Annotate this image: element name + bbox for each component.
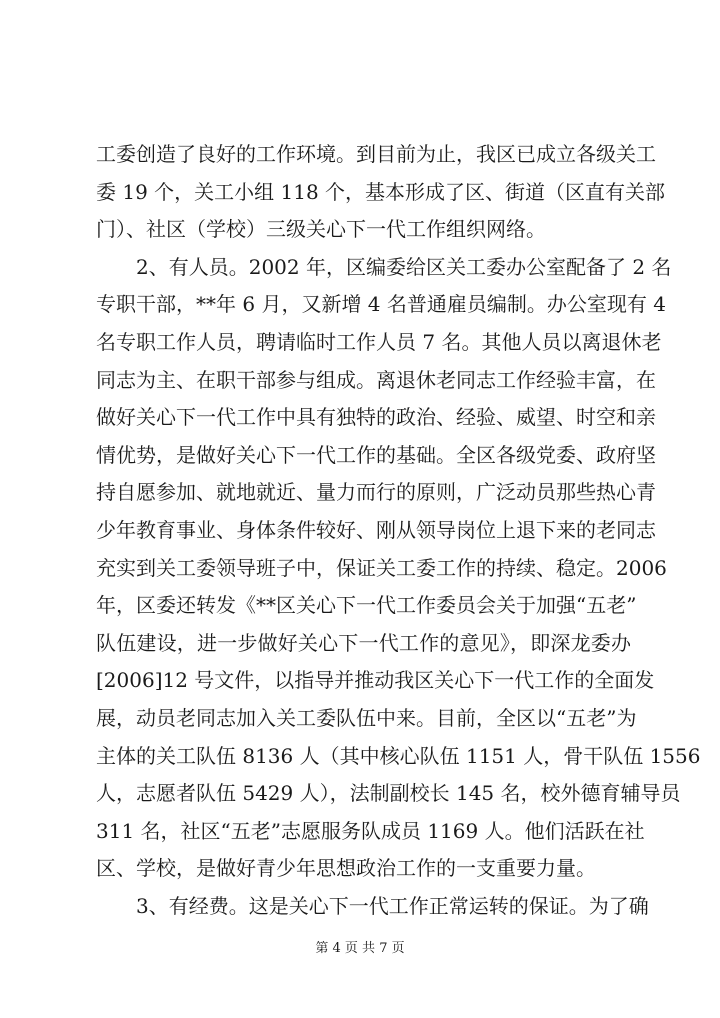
text-line: 做好关心下一代工作中具有独特的政治、经验、威望、时空和亲 <box>96 405 656 429</box>
text-line: 同志为主、在职干部参与组成。离退休老同志工作经验丰富，在 <box>96 368 656 392</box>
text-line: 工委创造了良好的工作环境。到目前为止，我区已成立各级关工 <box>96 142 656 166</box>
text-line: 少年教育事业、身体条件较好、刚从领导岗位上退下来的老同志 <box>96 518 656 542</box>
text-line: 持自愿参加、就地就近、量力而行的原则，广泛动员那些热心青 <box>96 480 656 504</box>
text-line: 充实到关工委领导班子中，保证关工委工作的持续、稳定。2006 <box>96 556 667 580</box>
text-line: 区、学校，是做好青少年思想政治工作的一支重要力量。 <box>96 856 596 880</box>
text-line: 人，志愿者队伍 5429 人），法制副校长 145 名，校外德育辅导员 <box>96 781 681 805</box>
text-line: 专职干部，**年 6 月，又新增 4 名普通雇员编制。办公室现有 4 <box>96 292 666 316</box>
text-line: 年，区委还转发《**区关心下一代工作委员会关于加强“五老” <box>96 593 637 617</box>
text-line: 展，动员老同志加入关工委队伍中来。目前，全区以“五老”为 <box>96 706 637 730</box>
text-line: 311 名，社区“五老”志愿服务队成员 1169 人。他们活跃在社 <box>96 819 645 843</box>
page-number-footer: 第 4 页 共 7 页 <box>315 941 405 956</box>
text-line: 3、有经费。这是关心下一代工作正常运转的保证。为了确 <box>136 894 649 918</box>
text-line: 名专职工作人员，聘请临时工作人员 7 名。其他人员以离退休老 <box>96 330 662 354</box>
text-line: 主体的关工队伍 8136 人（其中核心队伍 1151 人，骨干队伍 1556 <box>96 744 701 768</box>
text-line: 2、有人员。2002 年，区编委给区关工委办公室配备了 2 名 <box>136 255 672 279</box>
text-line: 情优势，是做好关心下一代工作的基础。全区各级党委、政府坚 <box>96 443 656 467</box>
text-line: 队伍建设，进一步做好关心下一代工作的意见》，即深龙委办 <box>96 631 631 655</box>
text-line: [2006]12 号文件，以指导并推动我区关心下一代工作的全面发 <box>96 668 655 692</box>
text-line: 门）、社区（学校）三级关心下一代工作组织网络。 <box>96 217 546 241</box>
text-line: 委 19 个，关工小组 118 个，基本形成了区、街道（区直有关部 <box>96 180 666 204</box>
